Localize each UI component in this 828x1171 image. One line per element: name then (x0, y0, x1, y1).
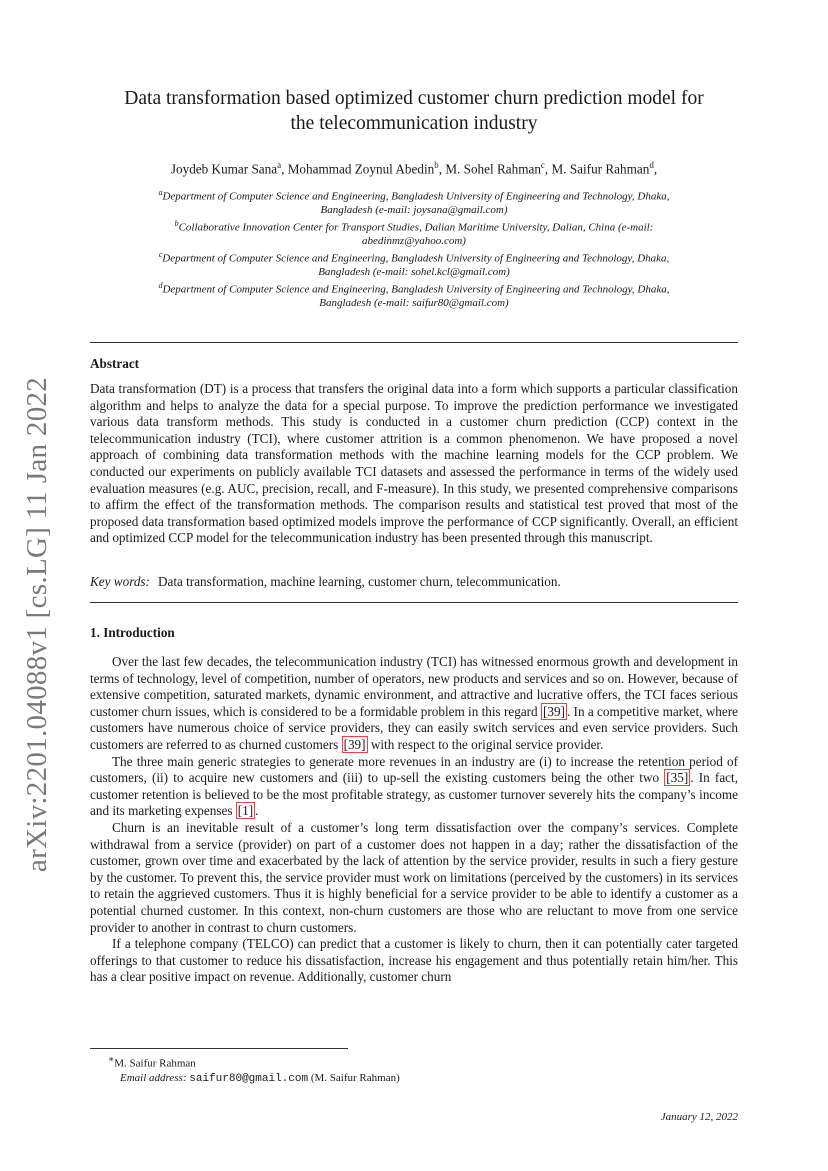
footnote-email-line (108, 1071, 708, 1086)
affiliation-line: Bangladesh (e-mail: joysana@gmail.com) (320, 203, 508, 216)
author-name: Joydeb Kumar Sana (170, 161, 278, 177)
footnote-mark: ∗ (108, 1054, 115, 1064)
author-separator: , (281, 161, 288, 177)
author-list (90, 157, 738, 177)
citation-link[interactable]: [1] (237, 803, 254, 819)
affiliation (108, 217, 720, 248)
arxiv-stamp (12, 368, 64, 880)
author-separator: , (653, 161, 658, 177)
email-label: Email address: (120, 1071, 187, 1084)
affiliation-mark: a (158, 188, 163, 197)
keywords (90, 573, 738, 590)
email-address: saifur80@gmail.com (189, 1072, 309, 1085)
section-heading: 1. Introduction (90, 625, 175, 640)
affiliation (108, 186, 720, 217)
author-separator: , (544, 161, 552, 177)
bottom-divider (90, 602, 738, 603)
author-mark: a (277, 160, 282, 170)
introduction-body (90, 654, 738, 986)
affiliation-mark: b (174, 219, 179, 229)
paragraph (90, 754, 738, 820)
footnote-divider (90, 1048, 348, 1049)
author-mark: d (649, 160, 654, 170)
preprint-date: January 12, 2022 (660, 1111, 738, 1123)
citation-link[interactable]: [39] (542, 703, 565, 719)
paragraph-text: . In fact, customer retention is believed to be the most profitable strategy, as customer turnover severely hits the company’s income and its marketing expenses (90, 770, 738, 819)
affiliation (108, 248, 720, 279)
paragraph-text: . In a competitive market, where customers have numerous choice of service providers, they can easily switch services and even service providers. Such customers are referred to as churned customers (90, 703, 739, 752)
footnote (108, 1052, 708, 1086)
title-line-2: the telecommunication industry (290, 113, 538, 134)
abstract-text: Data transformation (DT) is a process that transfers the original data into a form which supports a particular classification algorithm and helps to analyze the data for a special purpose. To improve the prediction performance we investigated various data transform methods. This study is conducted in a customer churn prediction (CCP) context in the telecommunication industry (TCI), where customer attrition is a common phenomenon. We have proposed a novel approach of combining data transformation methods with the machine learning models for the CCP problem. We conducted our experiments on publicly available TCI datasets and assessed the performance in terms of the widely used evaluation measures (e.g. AUC, precision, recall, and F-measure). In this study, we presented comprehensive comparisons to affirm the effect of the transformation methods. The comparison results and statistical test proved that most of the proposed data transformation based optimized models improve the performance of CCP significantly. Overall, an efficient and optimized CCP model for the telecommunication industry has been presented through this manuscript. (90, 381, 738, 546)
author-name: Mohammad Zoynul Abedin (287, 161, 435, 177)
author-name: M. Saifur Rahman (551, 161, 650, 177)
paragraph (90, 654, 738, 754)
affiliation-mark: d (158, 281, 163, 291)
affiliation-line: Department of Computer Science and Engineering, Bangladesh University of Engineering and Technology, Dhaka, (162, 252, 670, 265)
affiliations (108, 186, 720, 311)
paragraph: If a telephone company (TELCO) can predict that a customer is likely to churn, then it can potentially cater targeted offerings to that customer to reduce his dissatisfaction, increase his engagement and thus potentially retain him/her. This has a clear positive impact on revenue. Additionally, customer churn (90, 936, 738, 985)
footnote-author (108, 1052, 708, 1071)
paragraph-text: The three main generic strategies to generate more revenues in an industry are (i) to increase the retention period of customers, (ii) to acquire new customers and (iii) to up-sell the existing customers being the other two (90, 753, 738, 786)
keywords-label: Key words: (90, 574, 150, 589)
affiliation-line: Bangladesh (e-mail: saifur80@gmail.com) (319, 297, 509, 310)
affiliation (108, 279, 720, 310)
affiliation-line: Department of Computer Science and Engineering, Bangladesh University of Engineering and Technology, Dhaka, (162, 190, 670, 203)
keywords-text: Data transformation, machine learning, customer churn, telecommunication. (157, 574, 561, 589)
paragraph-text: . (255, 803, 259, 819)
author-name: M. Sohel Rahman (445, 161, 541, 177)
affiliation-line: abedinmz@yahoo.com) (362, 234, 466, 247)
affiliation-line: Department of Computer Science and Engineering, Bangladesh University of Engineering and Technology, Dhaka, (162, 284, 670, 297)
citation-link[interactable]: [39] (343, 736, 366, 752)
paragraph: Churn is an inevitable result of a customer’s long term dissatisfaction over the company’s services. Complete withdrawal from a service (provider) on part of a customer does not happen in a day; rather the dissatisfaction of the customer, grown over time and exacerbated by the lack of attention by the service provider, results in such a fiery gesture by the customer. To prevent this, the service provider must work on limitations (perceived by the customers) in its services to retain the aggrieved customers. Thus it is highly beneficial for a service provider to be able to identify a customer as a potential churned customer. In this context, non-churn customers are those who are reluctant to move from one service provider to another in contrast to churn customers. (90, 819, 738, 935)
email-owner: (M. Saifur Rahman) (310, 1071, 400, 1084)
affiliation-mark: c (158, 250, 163, 260)
author-separator: , (438, 161, 446, 177)
paragraph-text: Over the last few decades, the telecommunication industry (TCI) has witnessed enormous growth and development in terms of technology, level of competition, number of operators, new products and services and so on. However, because of extensive competition, saturated markets, dynamic environment, and attractive and lucrative offers, the TCI faces serious customer churn issues, which is considered to be a formidable problem in this regard (90, 654, 738, 719)
title-line-1: Data transformation based optimized customer churn prediction model for (124, 88, 704, 109)
author-mark: c (540, 160, 545, 170)
paragraph-text: with respect to the original service provider. (367, 736, 604, 752)
paper-title (90, 86, 738, 136)
top-divider (90, 342, 738, 343)
footnote-name: M. Saifur Rahman (114, 1057, 196, 1070)
citation-link[interactable]: [35] (666, 770, 689, 786)
arxiv-identifier: arXiv:2201.04088v1 [cs.LG] 11 Jan 2022 (21, 376, 54, 872)
abstract-heading: Abstract (90, 356, 140, 371)
affiliation-line: Collaborative Innovation Center for Transport Studies, Dalian Maritime University, Dalian, China (e-mail: (178, 221, 654, 234)
author-mark: b (434, 160, 439, 170)
affiliation-line: Bangladesh (e-mail: sohel.kcl@gmail.com) (318, 265, 510, 278)
